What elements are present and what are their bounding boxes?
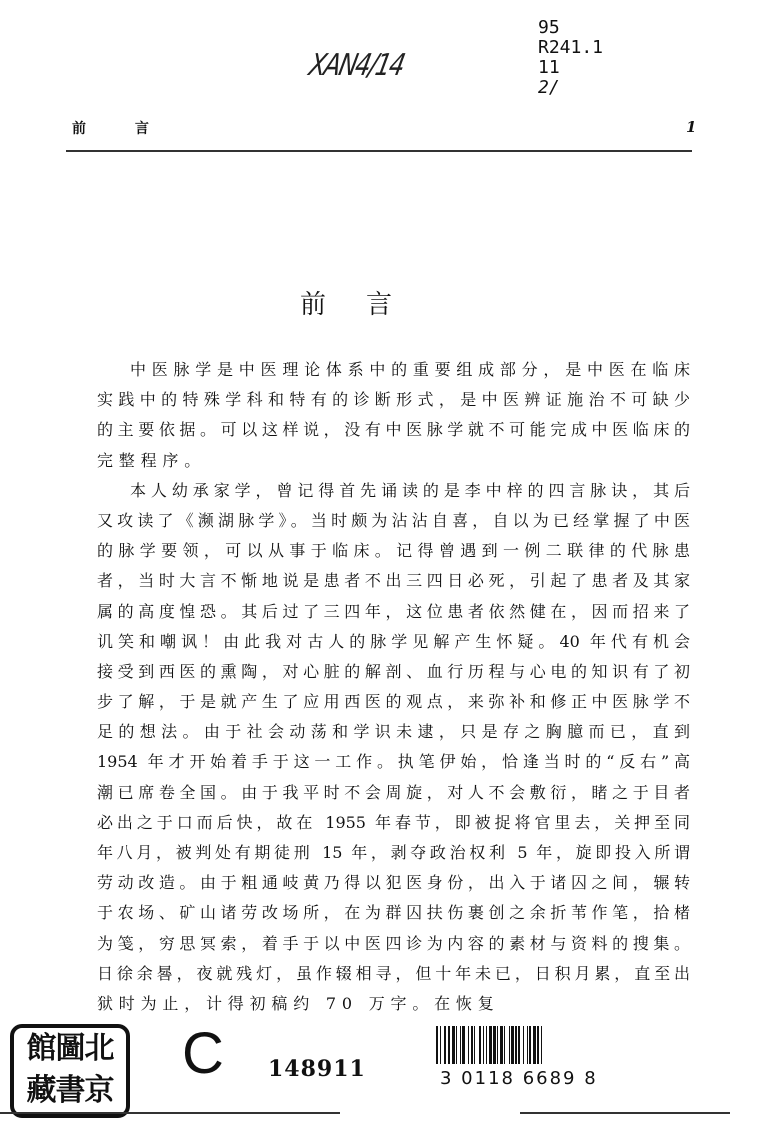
text-line: 者，当时大言不惭地说是患者不出三四日必死，引起了患者及其家 (97, 571, 690, 591)
text-line: 又攻读了《濒湖脉学》。当时颇为沾沾自喜，自以为已经掌握了中医 (97, 510, 690, 530)
running-header: 前 言 (72, 121, 171, 137)
text-line: 中医脉学是中医理论体系中的重要组成部分，是中医在临床 (130, 360, 690, 379)
shelf-letter: C (182, 1021, 224, 1086)
text-line: 日徐余晷，夜就残灯，虽作辍相寻，但十年未已，日积月累，直至出 (97, 963, 690, 983)
text-line: 完整程序。 (97, 450, 207, 470)
barcode-bar (542, 1026, 544, 1064)
barcode (436, 1026, 644, 1064)
bottom-rule (0, 1112, 340, 1114)
call-number-line: 95 (538, 17, 560, 38)
text-line: 于农场、矿山诸劳改场所，在为群囚扶伤裹创之余折苇作笔，拾楮 (97, 903, 690, 923)
call-number-line: R241.1 (538, 37, 604, 58)
page-number: 1 (686, 118, 697, 136)
call-number-line: 2/ (538, 77, 560, 98)
handwritten-note: XAN4/14 (305, 48, 407, 83)
header-rule (66, 150, 692, 152)
body-text (97, 355, 690, 1019)
accession-number: 148911 (268, 1056, 366, 1082)
call-number (538, 18, 603, 98)
text-line: 的主要依据。可以这样说，没有中医脉学就不可能完成中医临床的 (97, 420, 690, 440)
text-line: 劳动改造。由于粗通岐黄乃得以犯医身份，出入于诸囚之间，辗转 (97, 873, 690, 893)
text-line: 必出之于口而后快，故在 1955 年春节，即被捉将官里去，关押至同 (97, 812, 690, 832)
text-line: 属的高度惶恐。其后过了三四年，这位患者依然健在，因而招来了 (97, 601, 690, 621)
text-line: 狱时为止，计得初稿约 70 万字。在恢复 (97, 993, 500, 1013)
call-number-line: 11 (538, 57, 560, 78)
text-line: 潮已席卷全国。由于我平时不会周旋，对人不会敷衍，睹之于目者 (97, 782, 690, 802)
text-line: 步了解，于是就产生了应用西医的观点，来弥补和修正中医脉学不 (97, 692, 690, 712)
bottom-rule (520, 1112, 730, 1114)
text-line: 足的想法。由于社会动荡和学识未逮，只是存之胸臆而已，直到 (97, 722, 690, 742)
text-line: 为笺，穷思冥索，着手于以中医四诊为内容的素材与资料的搜集。 (97, 933, 690, 953)
text-line: 1954 年才开始着手于这一工作。执笔伊始，恰逢当时的“反右”高 (97, 752, 690, 772)
stamp-row: 館圖北 (26, 1031, 114, 1066)
barcode-number: 3 0118 6689 8 (440, 1068, 598, 1089)
page-title: 前言 (300, 290, 433, 320)
text-line: 的脉学要领，可以从事于临床。记得曾遇到一例二联律的代脉患 (97, 541, 690, 561)
text-line: 接受到西医的熏陶，对心脏的解剖、血行历程与心电的知识有了初 (97, 661, 690, 681)
text-line: 本人幼承家学，曾记得首先诵读的是李中梓的四言脉诀，其后 (130, 480, 690, 500)
text-line: 讥笑和嘲讽！由此我对古人的脉学见解产生怀疑。40 年代有机会 (97, 631, 690, 651)
library-stamp (10, 1024, 130, 1118)
stamp-row: 藏書京 (26, 1073, 114, 1108)
text-line: 年八月，被判处有期徒刑 15 年，剥夺政治权利 5 年，旋即投入所谓 (97, 843, 690, 862)
text-line: 实践中的特殊学科和特有的诊断形式，是中医辨证施治不可缺少 (97, 390, 690, 410)
